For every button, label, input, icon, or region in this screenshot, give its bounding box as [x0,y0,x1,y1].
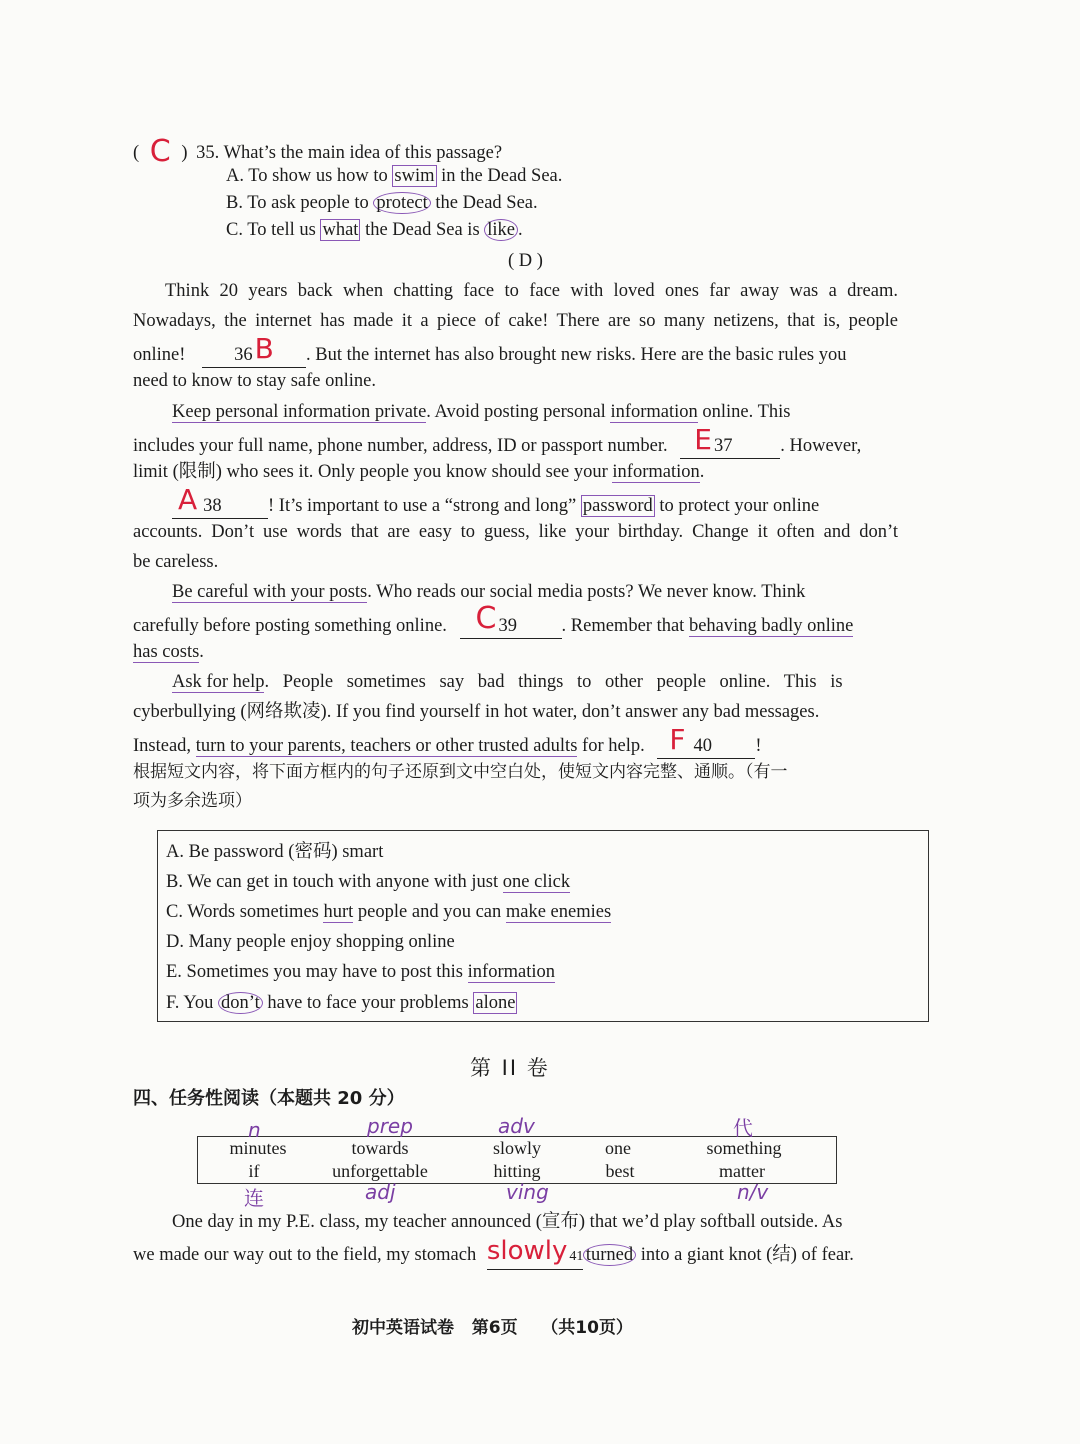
option-e: E. Sometimes you may have to post this information [166,962,555,982]
p1-line3: online! 36B . But the internet has also brought new risks. Here are the basic rules you [133,339,898,368]
section2-heading: 四、任务性阅读（本题共 20 分） [133,1088,405,1109]
blank-38: A 38 [172,490,268,519]
note-hitting: ving [506,1180,549,1204]
p2-line2: includes your full name, phone number, address, ID or passport number. E 37 . However, [133,430,861,459]
instruction-line1: 根据短文内容，将下面方框内的句子还原到文中空白处，使短文内容完整、通顺。（有一 [133,762,788,782]
option-f: F. You don’t have to face your problems alone [166,993,516,1013]
q35-question-line: ( C ) 35. What’s the main idea of this passage? [133,134,503,169]
passage-d-label: ( D ) [508,251,543,271]
p5-line1: Ask for help. People sometimes say bad things to other people online. This is [172,672,843,692]
section2-title: 第 II 卷 [470,1056,550,1080]
p4-line2: carefully before posting something online. C 39 . Remember that behaving badly online [133,610,853,639]
option-c: C. Words sometimes hurt people and you can make enemies [166,902,612,922]
word-if: if [248,1161,260,1181]
blank-36: 36B [202,339,306,368]
p2-line1: Keep personal information private. Avoid posting personal information online. This [172,402,791,422]
p3-line1: A 38 ! It’s important to use a “strong and long” password to protect your online [172,490,819,519]
q35-option-c: C. To tell us what the Dead Sea is like . [226,220,523,240]
section2-p1-line2: we made our way out to the field, my stomach slowly 41 turned into a giant knot (结) of fear. [133,1240,854,1270]
word-unforgettable: unforgettable [332,1161,428,1181]
note-if: 连 [244,1186,264,1210]
word-towards: towards [351,1138,409,1158]
p1-line2: Nowadays, the internet has made it a piece of cake! There are so many netizens, that is, people [133,311,898,331]
p4-heading: Be careful with your posts [172,582,368,602]
note-matter: n/v [737,1180,769,1204]
p5-heading: Ask for help [172,672,265,692]
q35-option-a: A. To show us how to swim in the Dead Sea. [226,166,563,186]
p5-line3: Instead, turn to your parents, teachers or other trusted adults for help. F 40 ! [133,730,762,759]
word-slowly: slowly [492,1138,541,1158]
note-something: 代 [733,1116,753,1140]
page-footer: 初中英语试卷 第6页 （共10页） [352,1318,633,1338]
option-b: B. We can get in touch with anyone with just one click [166,872,571,892]
instruction-line2: 项为多余选项） [133,791,252,811]
blank-39: C 39 [460,610,562,639]
q35-question: 35. What’s the main idea of this passage? [196,143,503,163]
p1-line4: need to know to stay safe online. [133,371,377,391]
p3-line3: be careless. [133,552,219,572]
blank-37: E 37 [680,430,780,459]
p4-line1: Be careful with your posts. Who reads our social media posts? We never know. Think [172,582,806,602]
word-matter: matter [719,1161,765,1181]
p3-line2: accounts. Don’t use words that are easy to guess, like your birthday. Change it often and don’t [133,522,898,542]
blank-41: slowly 41 [487,1240,583,1270]
word-hitting: hitting [493,1161,541,1181]
p2-heading: Keep personal information private [172,402,427,422]
note-slowly: adv [498,1114,535,1138]
p5-line2: cyberbullying (网络欺凌). If you find yourself in hot water, don’t answer any bad messages. [133,702,820,722]
word-best: best [605,1161,635,1181]
note-unforgettable: adj [365,1180,396,1204]
word-something: something [706,1138,782,1158]
p1-line1: Think 20 years back when chatting face to face with loved ones far away was a dream. [165,281,898,301]
note-minutes: n [248,1118,261,1142]
p2-line3: limit (限制) who sees it. Only people you know should see your information. [133,462,705,482]
option-a: A. Be password (密码) smart [166,842,384,862]
note-towards: prep [367,1114,413,1138]
option-d: D. Many people enjoy shopping online [166,932,455,952]
p4-line3: has costs. [133,642,204,662]
blank-40: F 40 [657,730,755,759]
word-one: one [605,1138,631,1158]
section2-p1-line1: One day in my P.E. class, my teacher announced (宣布) that we’d play softball outside. As [172,1212,843,1232]
word-minutes: minutes [229,1138,287,1158]
q35-option-b: B. To ask people to protect the Dead Sea. [226,193,538,213]
q35-answer: C [149,134,171,169]
